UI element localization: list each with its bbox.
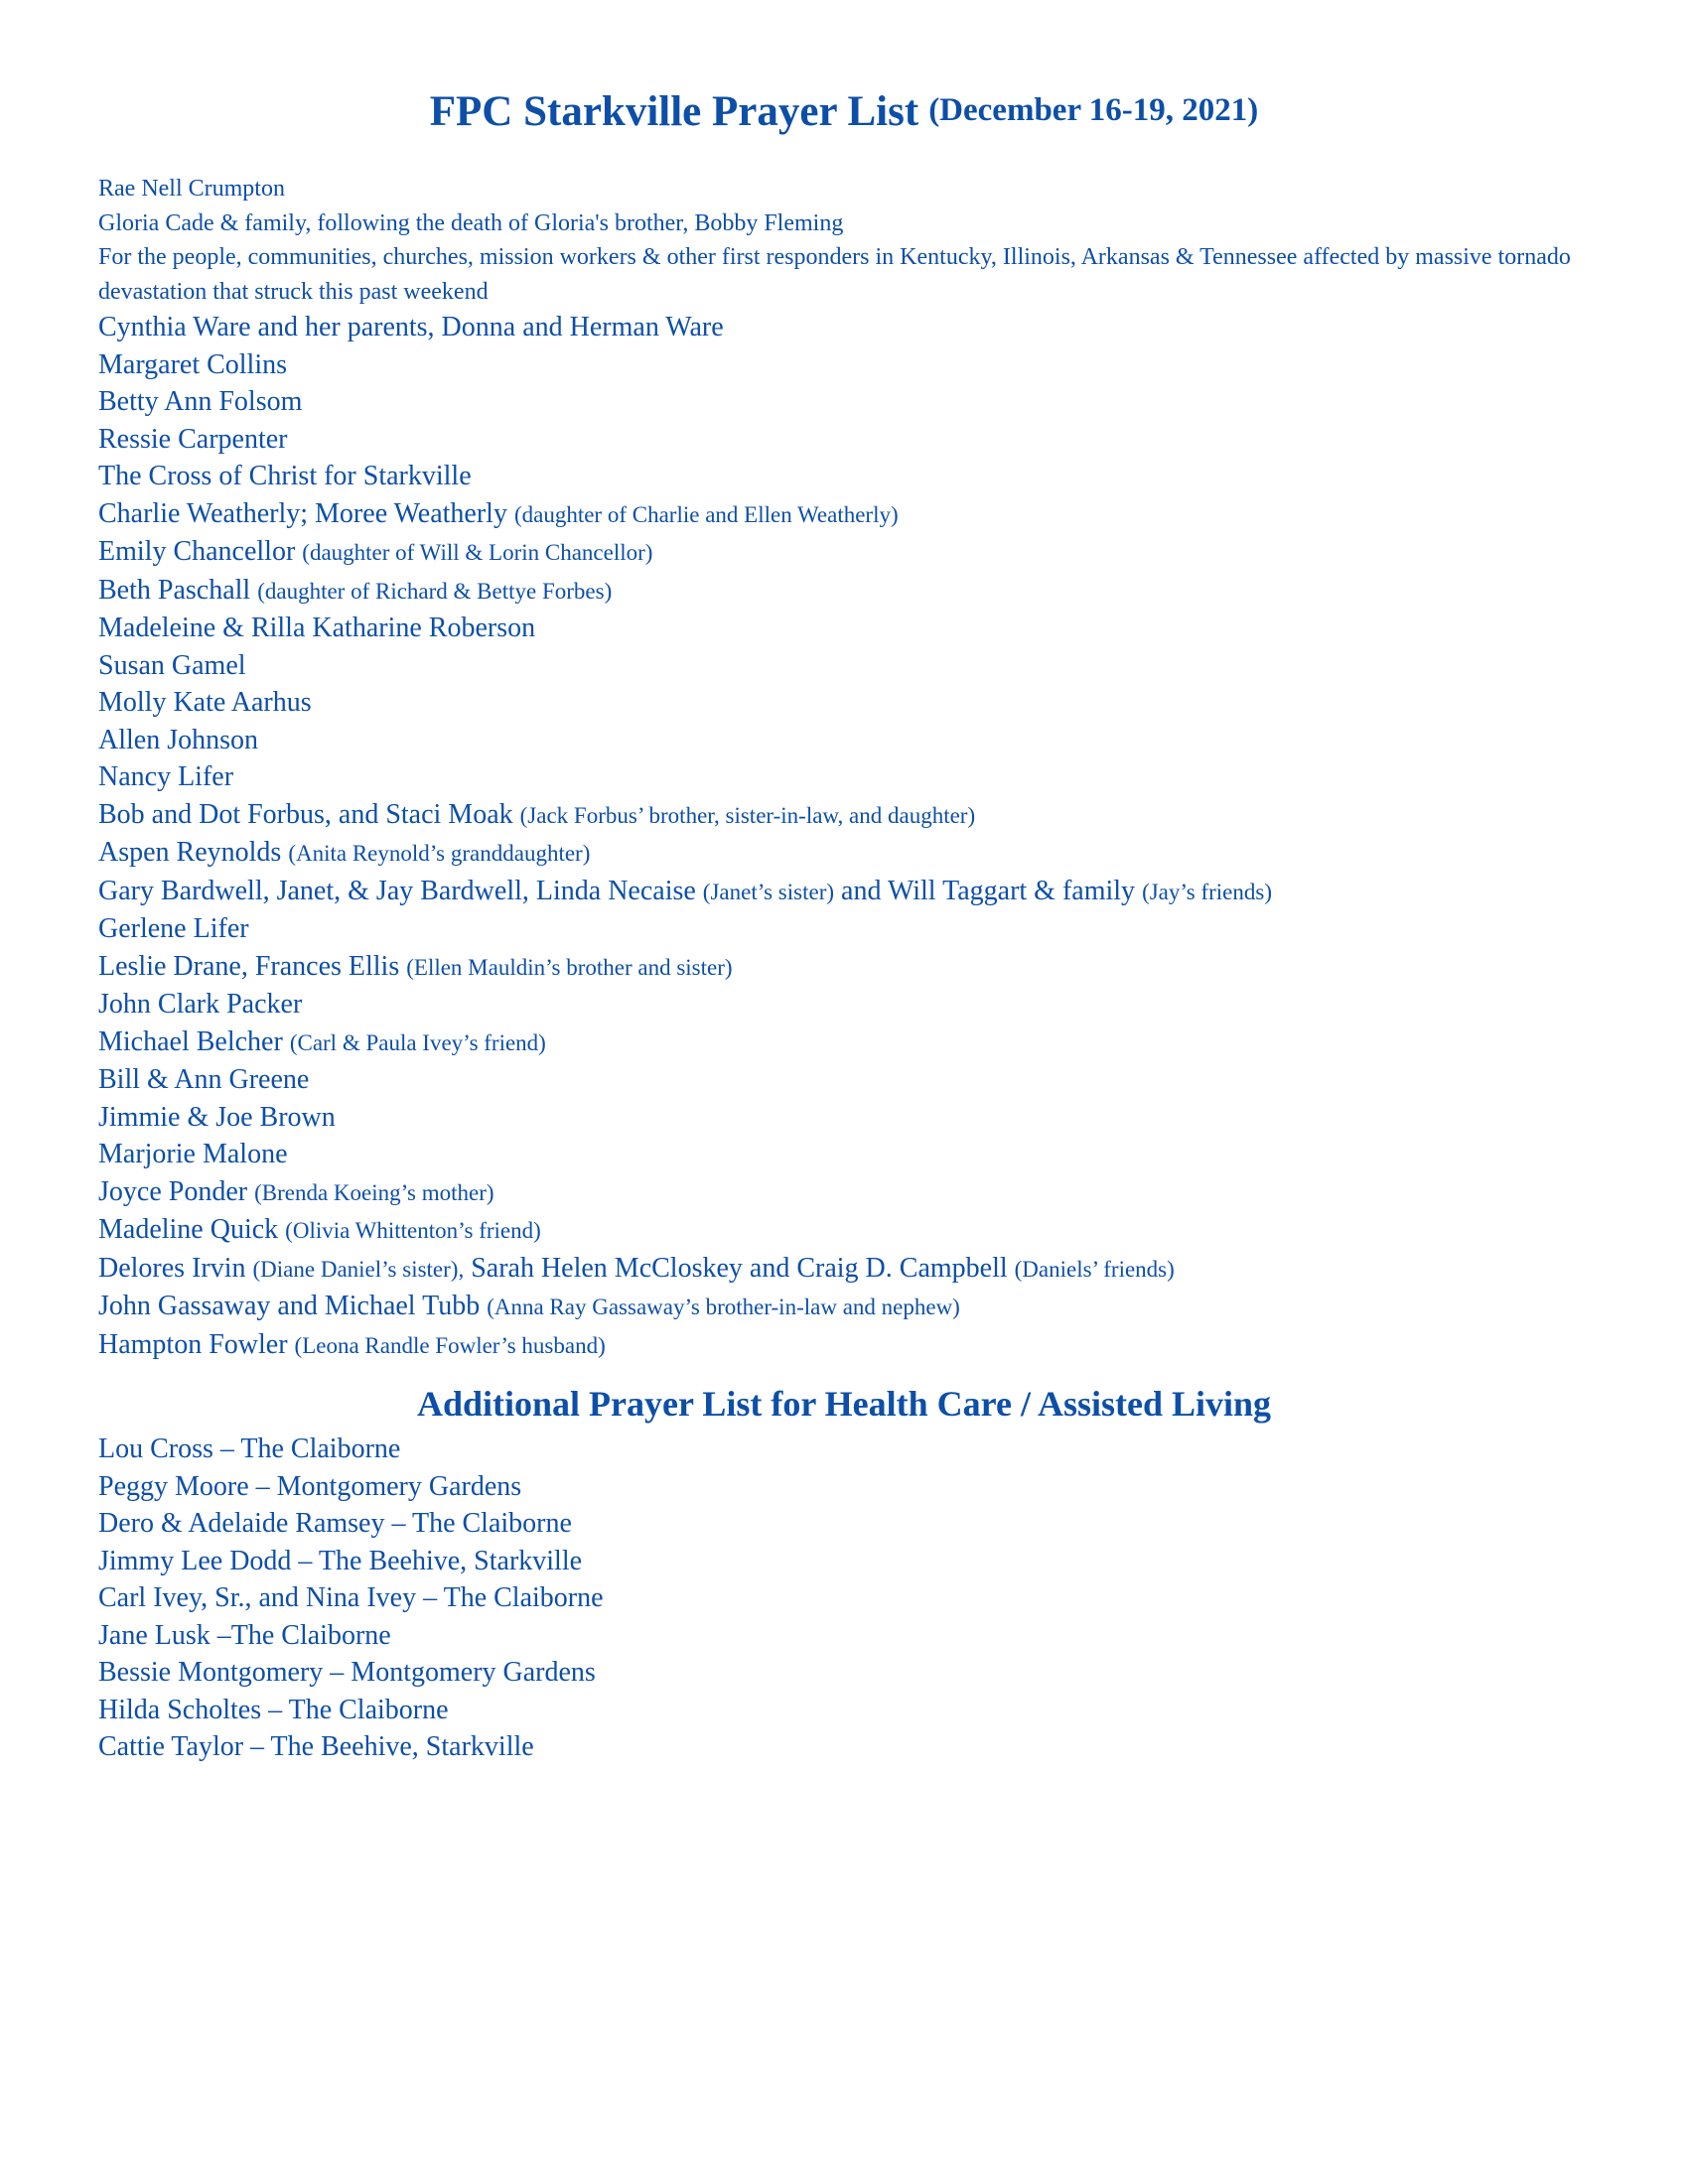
list-item: Hilda Scholtes – The Claiborne — [98, 1694, 449, 1725]
list-item: Bessie Montgomery – Montgomery Gardens — [98, 1657, 596, 1688]
person-note: (Janet’s sister) — [702, 879, 835, 904]
list-item — [98, 910, 1608, 948]
list-item — [98, 1173, 1608, 1212]
person-name: Ressie Carpenter — [98, 423, 288, 455]
list-item — [98, 1099, 1608, 1137]
person-note: (Leona Randle Fowler’s husband) — [294, 1332, 606, 1358]
list-item — [98, 1136, 1608, 1173]
person-name: Cynthia Ware and her parents, Donna and Herman Ware — [98, 312, 724, 342]
person-name: Emily Chancellor — [98, 536, 296, 567]
title-date-range: (December 16-19, 2021) — [928, 92, 1259, 128]
list-item — [98, 346, 1608, 384]
title-text: FPC Starkville Prayer List — [429, 88, 919, 135]
person-name: Gerlene Lifer — [98, 913, 249, 944]
list-item — [98, 1288, 1608, 1326]
person-name: Jimmie & Joe Brown — [98, 1101, 336, 1133]
person-name: Sarah Helen McCloskey and Craig D. Campbell — [471, 1252, 1008, 1284]
intro-item: Gloria Cade & family, following the death of Gloria's brother, Bobby Fleming — [98, 209, 844, 236]
person-name: John Clark Packer — [98, 989, 303, 1020]
intro-item: Rae Nell Crumpton — [98, 176, 285, 202]
list-item: Jane Lusk –The Claiborne — [98, 1619, 391, 1651]
list-item: Cattie Taylor – The Beehive, Starkville — [98, 1731, 534, 1762]
intro-item: For the people, communities, churches, mission workers & other first responders in Kentucky, Illinois, Arkansas & Tennessee affected by massive tornado devastation that struck this past weekend — [98, 244, 1571, 305]
list-item — [98, 722, 1608, 759]
list-item — [98, 572, 1608, 611]
person-name: The Cross of Christ for Starkville — [98, 461, 472, 491]
person-note: (Ellen Mauldin’s brother and sister) — [406, 954, 733, 980]
person-name: Delores Irvin — [98, 1252, 246, 1284]
person-note: (daughter of Richard & Bettye Forbes) — [257, 578, 613, 604]
person-note: (Jack Forbus’ brother, sister-in-law, and daughter) — [519, 802, 976, 828]
list-item — [98, 383, 1608, 421]
person-note: (Olivia Whittenton’s friend) — [285, 1218, 541, 1243]
person-name: Hampton Fowler — [98, 1328, 288, 1360]
person-name: Leslie Drane, Frances Ellis — [98, 950, 400, 982]
list-item — [98, 421, 1608, 459]
person-name: Marjorie Malone — [98, 1139, 288, 1169]
list-item: Lou Cross – The Claiborne — [98, 1433, 401, 1464]
person-name: Gary Bardwell, Janet, & Jay Bardwell, Linda Necaise — [98, 875, 696, 906]
person-note: (Daniels’ friends) — [1014, 1256, 1175, 1282]
person-name: Susan Gamel — [98, 649, 246, 681]
person-name: and Will Taggart & family — [841, 875, 1136, 906]
list-item: Dero & Adelaide Ramsey – The Claiborne — [98, 1508, 572, 1539]
list-item — [98, 533, 1608, 572]
list-item — [98, 458, 1608, 495]
list-item: Jimmy Lee Dodd – The Beehive, Starkville — [98, 1545, 583, 1576]
health-care-list — [98, 1431, 1588, 1766]
list-item — [98, 1024, 1608, 1062]
list-item — [98, 495, 1608, 534]
page-title — [0, 87, 1688, 136]
list-item — [98, 1250, 1608, 1289]
list-item — [98, 986, 1608, 1024]
list-item — [98, 1211, 1608, 1250]
list-item — [98, 758, 1608, 796]
person-note: (Carl & Paula Ivey’s friend) — [289, 1029, 546, 1055]
person-name: Bill & Ann Greene — [98, 1064, 310, 1095]
person-note: (Anna Ray Gassaway’s brother-in-law and nephew) — [487, 1295, 960, 1319]
person-note: (Diane Daniel’s sister), — [252, 1256, 465, 1282]
person-name: Madeleine & Rilla Katharine Roberson — [98, 613, 536, 643]
person-name: John Gassaway and Michael Tubb — [98, 1291, 481, 1321]
person-name: Charlie Weatherly; Moree Weatherly — [98, 497, 507, 529]
person-name: Betty Ann Folsom — [98, 386, 303, 417]
person-name: Nancy Lifer — [98, 761, 234, 792]
list-item — [98, 684, 1608, 722]
list-item — [98, 834, 1608, 873]
list-item — [98, 610, 1608, 647]
list-item — [98, 309, 1608, 346]
person-name: Beth Paschall — [98, 574, 251, 606]
person-name: Bob and Dot Forbus, and Staci Moak — [98, 798, 513, 830]
person-name: Aspen Reynolds — [98, 837, 282, 868]
health-care-heading: Additional Prayer List for Health Care / Assisted Living — [416, 1384, 1272, 1424]
prayer-list — [98, 172, 1608, 1364]
person-note: (Anita Reynold’s granddaughter) — [288, 841, 591, 866]
list-item — [98, 647, 1608, 685]
list-item — [98, 1326, 1608, 1365]
list-item — [98, 796, 1608, 835]
person-note: (Jay’s friends) — [1142, 879, 1272, 904]
list-item — [98, 1061, 1608, 1099]
person-note: (daughter of Will & Lorin Chancellor) — [302, 540, 653, 565]
person-name: Allen Johnson — [98, 724, 258, 755]
person-name: Margaret Collins — [98, 348, 288, 380]
person-name: Molly Kate Aarhus — [98, 687, 312, 718]
list-item — [98, 873, 1608, 911]
person-name: Michael Belcher — [98, 1025, 283, 1057]
list-item: Carl Ivey, Sr., and Nina Ivey – The Claiborne — [98, 1582, 604, 1613]
person-note: (daughter of Charlie and Ellen Weatherly) — [513, 501, 899, 527]
person-name: Joyce Ponder — [98, 1175, 248, 1207]
list-item — [98, 948, 1608, 987]
person-name: Madeline Quick — [98, 1214, 279, 1245]
person-note: (Brenda Koeing’s mother) — [254, 1179, 494, 1205]
list-item: Peggy Moore – Montgomery Gardens — [98, 1470, 522, 1502]
